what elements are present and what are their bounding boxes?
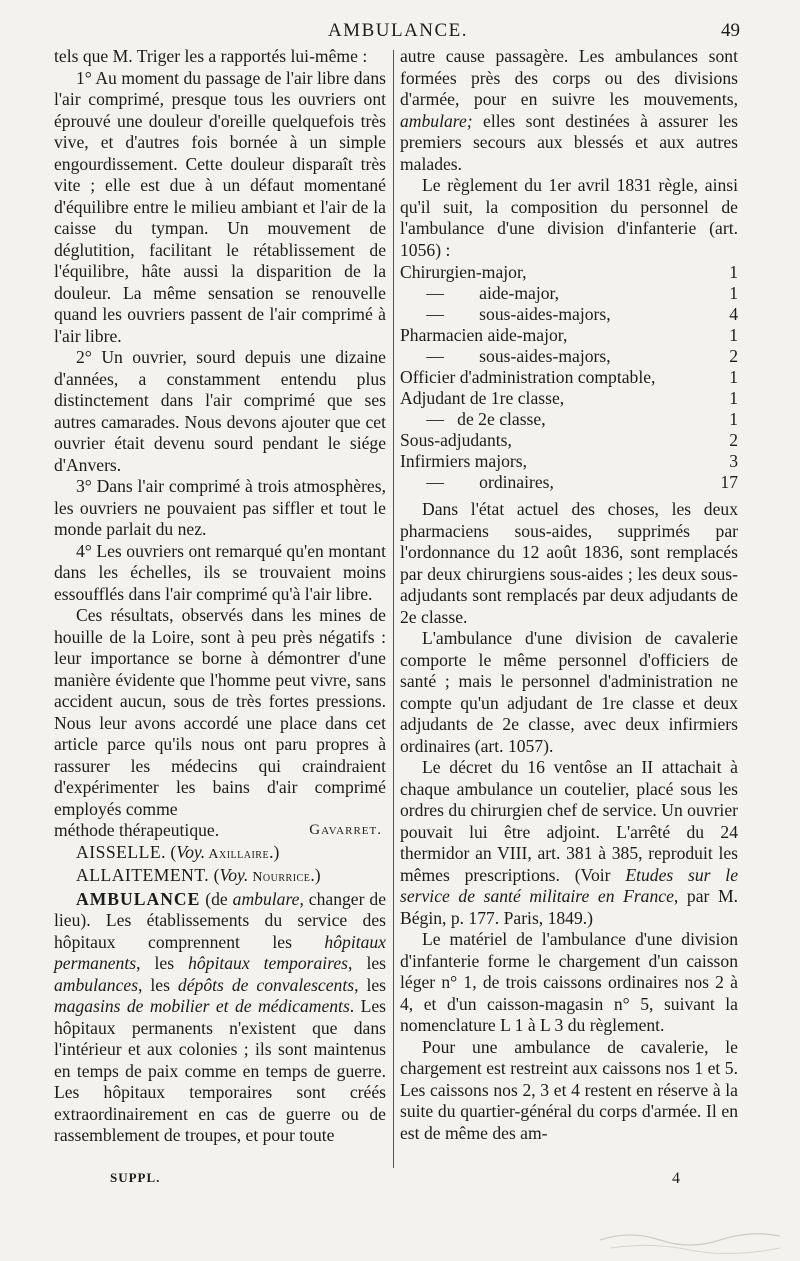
right-column	[400, 46, 738, 1144]
staff-role: — sous-aides-majors,	[400, 304, 611, 324]
see-label: Voy.	[176, 841, 206, 862]
staff-count: 1	[729, 367, 738, 387]
running-title: AMBULANCE.	[327, 20, 469, 41]
column-rule	[393, 50, 394, 1168]
page-header	[56, 20, 740, 46]
staff-count: 1	[729, 325, 738, 345]
paragraph: 4° Les ouvriers ont remarqué qu'en montant dans les échelles, ils se trouvaient moins essoufflés dans l'air comprimé qu'à l'air libre.	[54, 540, 386, 604]
headword: AMBULANCE	[76, 888, 201, 909]
headword: ALLAITEMENT.	[76, 865, 210, 885]
author-signature: Gavarret.	[309, 822, 382, 838]
term: hôpitaux temporaires	[188, 953, 349, 973]
staff-row	[400, 262, 738, 283]
text: , les	[354, 974, 386, 995]
staff-row	[400, 304, 738, 325]
signature-line	[54, 820, 386, 842]
page-footer	[110, 1170, 680, 1194]
staff-count: 17	[720, 472, 738, 492]
etymology: ambulare	[232, 888, 300, 909]
paragraph: 2° Un ouvrier, sourd depuis une dizaine d'années, a constamment entendu plus distinctement dans l'air comprimé que ses autres camarades. Nous devons ajouter que cet ouvrier était devenu sourd pendant le siége d'Anvers.	[54, 347, 386, 475]
staff-role: Sous-adjudants,	[400, 430, 512, 450]
staff-role: — sous-aides-majors,	[400, 346, 611, 366]
staff-count: 2	[729, 430, 738, 450]
paragraph: 3° Dans l'air comprimé à trois atmosphères, les ouvriers ne pouvaient pas siffler et tout le monde parlait du nez.	[54, 476, 386, 539]
staff-row	[400, 388, 738, 409]
staff-role: Infirmiers majors,	[400, 451, 528, 471]
cross-reference: Axillaire	[205, 846, 270, 862]
staff-row	[400, 430, 738, 451]
page-number: 49	[721, 20, 740, 41]
paragraph: Le règlement du 1er avril 1831 règle, ainsi qu'il suit, la composition du personnel de l'ambulance d'une division d'infanterie (art. 1056) :	[400, 175, 738, 260]
staff-count: 1	[729, 409, 738, 429]
staff-count: 2	[729, 346, 738, 366]
sheet-number: 4	[672, 1170, 680, 1187]
text: .)	[269, 841, 280, 862]
text: elles sont destinées à assurer les premiers secours aux blessés et aux autres malades.	[400, 110, 738, 174]
text: . Les hôpitaux permanents n'existent que dans l'intérieur et aux colonies ; ils sont maintenus en temps de paix comme en temps de guerre. Les hôpitaux temporaires sont créés extraordinairement en cas de guerre ou de rassemblement de troupes, et pour toute	[54, 996, 386, 1145]
paragraph	[400, 46, 738, 175]
term: ambulare;	[400, 110, 473, 131]
staff-count: 3	[729, 451, 738, 471]
paragraph: 1° Au moment du passage de l'air libre dans l'air comprimé, presque tous les ouvriers ont éprouvé une douleur d'oreille quelquefois très vive, et d'autres fois bornée à un simple engourdissement. Cette douleur disparaît très vite ; elle est due à un défaut momentané d'équilibre entre le milieu ambiant et l'air de la caisse du tympan. Un mouvement de déglutition, facilitant le rétablissement de l'équilibre, hâte aussi la disparition de la douleur. La même sensation se renouvelle quand les ouvriers passent de l'air comprimé à l'air libre.	[54, 67, 386, 346]
term: hôpitaux permanents	[54, 931, 386, 973]
staff-row	[400, 472, 738, 493]
left-column	[54, 46, 386, 1147]
cross-reference: Nourrice	[248, 870, 311, 885]
bleed-through-marks	[0, 1218, 800, 1261]
text: (de	[200, 888, 233, 909]
staff-role: Adjudant de 1re classe,	[400, 388, 565, 408]
paragraph: Le matériel de l'ambulance d'une division d'infanterie forme le chargement d'un caisson léger n° 1, de trois caissons ordinaires nos 2 à 4, et d'un caisson-magasin n° 5, suivant la nomenclature L 1 à L 3 du règlement.	[400, 929, 738, 1035]
entry-allaitement	[54, 865, 386, 889]
staff-role: — aide-major,	[400, 283, 560, 303]
staff-count: 1	[729, 283, 738, 303]
text: , les	[348, 953, 386, 973]
paragraph: Dans l'état actuel des choses, les deux pharmaciens sous-aides, supprimés par l'ordonnance du 12 août 1836, sont remplacés par deux chirurgiens sous-aides ; les deux sous-adjudants sont remplacés par deux adjudants de 2e classe.	[400, 499, 738, 627]
text: .)	[310, 865, 321, 885]
text: , les	[138, 974, 178, 995]
paragraph: Pour une ambulance de cavalerie, le chargement est restreint aux caissons nos 1 et 5. Les caissons nos 2, 3 et 4 restent en réserve à la suite du quartier-général du corps d'armée. Il en est de même des am-	[400, 1036, 738, 1143]
text: (	[209, 865, 220, 885]
staff-row	[400, 325, 738, 346]
entry-aisselle	[54, 842, 386, 866]
paragraph	[400, 757, 738, 929]
text: , changer de lieu). Les établissements du service des hôpitaux comprennent les	[54, 888, 387, 952]
staff-count: 4	[729, 304, 738, 324]
paragraph-last-line: méthode thérapeutique.	[54, 820, 220, 840]
staff-count: 1	[729, 262, 738, 282]
staff-count: 1	[729, 388, 738, 408]
staff-role: Pharmacien aide-major,	[400, 325, 568, 345]
paragraph: Ces résultats, observés dans les mines de houille de la Loire, sont à peu près négatifs : leur importance se borne à démontrer d'une manière évidente que l'homme peut vivre, sans accident aucun, sous de très fortes pressions. Nous leur avons accordé une place dans cet article parce qu'ils nous ont paru propres à rassurer les médecins qui craindraient d'expérimenter les bains d'air comprimé employés comme	[54, 605, 386, 819]
staff-table	[400, 262, 738, 493]
text: , les	[136, 953, 189, 973]
staff-row	[400, 367, 738, 388]
text: Le décret du 16 ventôse an II attachait à chaque ambulance un coutelier, placé sous les ordres du chirurgien chef de service. Un ouvrier pouvait lui être adjoint. L'arrêté du 24 thermidor an VIII, art. 381 à 385, reproduit les mêmes prescriptions. (Voir	[400, 757, 738, 885]
entry-ambulance	[54, 889, 386, 1147]
staff-role: — ordinaires,	[400, 472, 554, 492]
signature-mark: SUPPL.	[110, 1170, 161, 1185]
text: (	[166, 841, 177, 862]
see-label: Voy.	[219, 865, 249, 885]
paragraph: L'ambulance d'une division de cavalerie comporte le même personnel d'officiers de santé ; mais le personnel d'administration ne compte qu'un adjudant de 1re classe et deux adjudants de 2e classe, avec deux infirmiers ordinaires (art. 1057).	[400, 628, 738, 756]
staff-row	[400, 346, 738, 367]
term: dépôts de convalescents	[177, 974, 355, 995]
staff-role: Officier d'administration comptable,	[400, 367, 656, 387]
text: autre cause passagère. Les ambulances sont formées près des corps ou des divisions d'armée, pour en suivre les mouvements,	[400, 46, 738, 109]
staff-role: — de 2e classe,	[400, 409, 546, 429]
staff-row	[400, 283, 738, 304]
text: , par M. Bégin, p. 177. Paris, 1849.)	[400, 886, 739, 928]
staff-row	[400, 451, 738, 472]
headword: AISSELLE.	[76, 841, 167, 862]
staff-role: Chirurgien-major,	[400, 262, 527, 282]
paragraph: tels que M. Triger les a rapportés lui-même :	[54, 46, 368, 66]
book-title: Etudes sur le service de santé militaire en France	[400, 864, 739, 906]
staff-row	[400, 409, 738, 430]
term: ambulances	[54, 974, 139, 995]
term: magasins de mobilier et de médicaments	[54, 996, 350, 1016]
